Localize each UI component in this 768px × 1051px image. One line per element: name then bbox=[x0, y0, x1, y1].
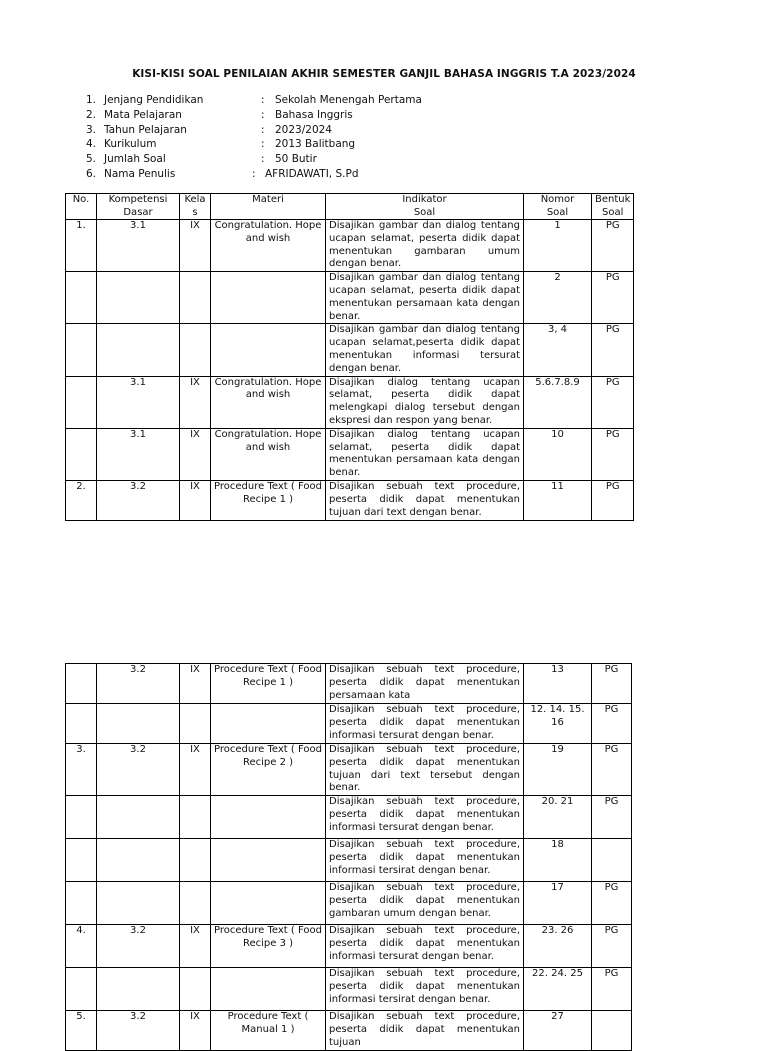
cell-kd bbox=[97, 324, 180, 376]
table-row bbox=[66, 839, 632, 882]
info-number: 2. bbox=[86, 108, 97, 121]
cell-indikator: Disajikan sebuah text procedure, peserta didik dapat menentukan informasi tersurat dengan benar. bbox=[326, 704, 524, 744]
table-row bbox=[66, 925, 632, 968]
cell-kd bbox=[97, 882, 180, 925]
cell-no bbox=[66, 664, 97, 704]
cell-nomor: 27 bbox=[524, 1011, 592, 1051]
cell-materi bbox=[211, 839, 326, 882]
cell-materi bbox=[211, 324, 326, 376]
cell-nomor: 3, 4 bbox=[524, 324, 592, 376]
cell-kd: 3.2 bbox=[97, 925, 180, 968]
cell-bentuk: PG bbox=[592, 744, 632, 796]
cell-kd bbox=[97, 968, 180, 1011]
cell-materi bbox=[211, 968, 326, 1011]
cell-kd: 3.1 bbox=[97, 428, 180, 480]
cell-materi bbox=[211, 796, 326, 839]
cell-nomor: 17 bbox=[524, 882, 592, 925]
cell-bentuk: PG bbox=[592, 480, 634, 520]
cell-kelas: IX bbox=[180, 428, 211, 480]
table-row bbox=[66, 664, 632, 704]
cell-nomor: 13 bbox=[524, 664, 592, 704]
table-row bbox=[66, 480, 634, 520]
info-label: Nama Penulis bbox=[104, 167, 176, 180]
info-value: 2023/2024 bbox=[275, 123, 332, 136]
header-bentuk-soal: Bentuk Soal bbox=[592, 194, 634, 220]
cell-kd: 3.2 bbox=[97, 744, 180, 796]
cell-bentuk bbox=[592, 839, 632, 882]
cell-materi bbox=[211, 272, 326, 324]
cell-indikator: Disajikan gambar dan dialog tentang ucapan selamat, peserta didik dapat menentukan gambaran umum dengan benar. bbox=[326, 220, 524, 272]
kisi-kisi-table-page-1 bbox=[65, 193, 634, 521]
info-number: 4. bbox=[86, 138, 97, 151]
cell-bentuk: PG bbox=[592, 428, 634, 480]
info-colon: : bbox=[261, 108, 265, 121]
cell-kelas bbox=[180, 272, 211, 324]
cell-kd bbox=[97, 272, 180, 324]
cell-materi bbox=[211, 704, 326, 744]
cell-nomor: 12. 14. 15. 16 bbox=[524, 704, 592, 744]
cell-no bbox=[66, 882, 97, 925]
cell-indikator: Disajikan sebuah text procedure, peserta didik dapat menentukan tujuan bbox=[326, 1011, 524, 1051]
cell-no bbox=[66, 968, 97, 1011]
cell-kd: 3.1 bbox=[97, 376, 180, 428]
cell-kelas bbox=[180, 796, 211, 839]
info-number: 3. bbox=[86, 123, 97, 136]
cell-bentuk: PG bbox=[592, 796, 632, 839]
cell-no bbox=[66, 796, 97, 839]
cell-nomor: 11 bbox=[524, 480, 592, 520]
table-row bbox=[66, 744, 632, 796]
cell-indikator: Disajikan sebuah text procedure, peserta didik dapat menentukan gambaran umum dengan benar. bbox=[326, 882, 524, 925]
cell-kelas: IX bbox=[180, 664, 211, 704]
cell-kd: 3.2 bbox=[97, 664, 180, 704]
info-label: Kurikulum bbox=[104, 138, 157, 151]
cell-indikator: Disajikan sebuah text procedure, peserta didik dapat menentukan persamaan kata bbox=[326, 664, 524, 704]
info-number: 5. bbox=[86, 153, 97, 166]
table-row bbox=[66, 220, 634, 272]
table-row bbox=[66, 1011, 632, 1051]
cell-nomor: 10 bbox=[524, 428, 592, 480]
cell-nomor: 22. 24. 25 bbox=[524, 968, 592, 1011]
table-row bbox=[66, 324, 634, 376]
table-row bbox=[66, 968, 632, 1011]
header-nomor-soal: Nomor Soal bbox=[524, 194, 592, 220]
header-no: No. bbox=[66, 194, 97, 220]
cell-no bbox=[66, 272, 97, 324]
cell-bentuk: PG bbox=[592, 968, 632, 1011]
cell-no: 2. bbox=[66, 480, 97, 520]
cell-no: 3. bbox=[66, 744, 97, 796]
cell-bentuk: PG bbox=[592, 272, 634, 324]
cell-kelas bbox=[180, 882, 211, 925]
cell-indikator: Disajikan sebuah text procedure, peserta didik dapat menentukan informasi tersirat dengan benar. bbox=[326, 839, 524, 882]
cell-materi: Congratulation. Hope and wish bbox=[211, 376, 326, 428]
cell-kd bbox=[97, 704, 180, 744]
info-value: AFRIDAWATI, S.Pd bbox=[265, 167, 359, 180]
cell-nomor: 5.6.7.8.9 bbox=[524, 376, 592, 428]
cell-no bbox=[66, 428, 97, 480]
info-label: Jumlah Soal bbox=[104, 153, 166, 166]
kisi-kisi-table-page-2 bbox=[65, 663, 632, 1051]
cell-materi: Procedure Text ( Food Recipe 1 ) bbox=[211, 664, 326, 704]
table-header-row bbox=[66, 194, 634, 220]
info-value: 2013 Balitbang bbox=[275, 138, 356, 151]
cell-materi: Congratulation. Hope and wish bbox=[211, 220, 326, 272]
cell-indikator: Disajikan sebuah text procedure, peserta didik dapat menentukan tujuan dari text tersebut dengan benar. bbox=[326, 744, 524, 796]
cell-no bbox=[66, 839, 97, 882]
cell-indikator: Disajikan dialog tentang ucapan selamat, peserta didik dapat melengkapi dialog tersebut dengan ekspresi dan respon yang benar. bbox=[326, 376, 524, 428]
info-colon: : bbox=[261, 94, 265, 106]
cell-indikator: Disajikan gambar dan dialog tentang ucapan selamat, peserta didik dapat menentukan persamaan kata dengan benar. bbox=[326, 272, 524, 324]
cell-nomor: 2 bbox=[524, 272, 592, 324]
cell-kelas bbox=[180, 324, 211, 376]
cell-nomor: 19 bbox=[524, 744, 592, 796]
cell-bentuk: PG bbox=[592, 376, 634, 428]
cell-indikator: Disajikan sebuah text procedure, peserta didik dapat menentukan informasi tersurat dengan benar. bbox=[326, 796, 524, 839]
cell-kelas: IX bbox=[180, 1011, 211, 1051]
info-label: Jenjang Pendidikan bbox=[104, 94, 204, 106]
cell-kd bbox=[97, 839, 180, 882]
cell-materi: Congratulation. Hope and wish bbox=[211, 428, 326, 480]
info-colon: : bbox=[261, 123, 265, 136]
cell-no: 4. bbox=[66, 925, 97, 968]
cell-indikator: Disajikan sebuah text procedure, peserta didik dapat menentukan informasi tersurat dengan benar. bbox=[326, 925, 524, 968]
cell-nomor: 20. 21 bbox=[524, 796, 592, 839]
cell-bentuk bbox=[592, 1011, 632, 1051]
cell-bentuk: PG bbox=[592, 925, 632, 968]
cell-kelas bbox=[180, 968, 211, 1011]
cell-kd: 3.2 bbox=[97, 1011, 180, 1051]
cell-no: 1. bbox=[66, 220, 97, 272]
cell-kelas: IX bbox=[180, 220, 211, 272]
cell-materi: Procedure Text ( Food Recipe 2 ) bbox=[211, 744, 326, 796]
cell-kd: 3.2 bbox=[97, 480, 180, 520]
cell-indikator: Disajikan sebuah text procedure, peserta didik dapat menentukan tujuan dari text dengan benar. bbox=[326, 480, 524, 520]
info-value: 50 Butir bbox=[275, 153, 317, 166]
table-row bbox=[66, 704, 632, 744]
cell-kd: 3.1 bbox=[97, 220, 180, 272]
cell-materi: Procedure Text ( Manual 1 ) bbox=[211, 1011, 326, 1051]
cell-bentuk: PG bbox=[592, 220, 634, 272]
page-title: KISI-KISI SOAL PENILAIAN AKHIR SEMESTER GANJIL BAHASA INGGRIS T.A 2023/2024 bbox=[132, 68, 636, 80]
cell-materi: Procedure Text ( Food Recipe 3 ) bbox=[211, 925, 326, 968]
cell-indikator: Disajikan gambar dan dialog tentang ucapan selamat,peserta didik dapat menentukan informasi tersurat dengan benar. bbox=[326, 324, 524, 376]
cell-bentuk: PG bbox=[592, 324, 634, 376]
info-label: Tahun Pelajaran bbox=[104, 123, 187, 136]
table-row bbox=[66, 272, 634, 324]
table-row bbox=[66, 376, 634, 428]
cell-nomor: 18 bbox=[524, 839, 592, 882]
cell-bentuk: PG bbox=[592, 664, 632, 704]
cell-no bbox=[66, 376, 97, 428]
cell-bentuk: PG bbox=[592, 882, 632, 925]
info-colon: : bbox=[261, 138, 265, 151]
header-indikator-soal: Indikator Soal bbox=[326, 194, 524, 220]
cell-bentuk: PG bbox=[592, 704, 632, 744]
cell-materi bbox=[211, 882, 326, 925]
cell-materi: Procedure Text ( Food Recipe 1 ) bbox=[211, 480, 326, 520]
info-colon: : bbox=[261, 153, 265, 166]
header-kompetensi-dasar: Kompetensi Dasar bbox=[97, 194, 180, 220]
cell-indikator: Disajikan sebuah text procedure, peserta didik dapat menentukan informasi tersirat dengan benar. bbox=[326, 968, 524, 1011]
info-number: 6. bbox=[86, 167, 97, 180]
cell-no: 5. bbox=[66, 1011, 97, 1051]
cell-kelas bbox=[180, 839, 211, 882]
info-value: Sekolah Menengah Pertama bbox=[275, 94, 422, 106]
cell-kelas: IX bbox=[180, 744, 211, 796]
cell-nomor: 1 bbox=[524, 220, 592, 272]
header-kelas: Kela s bbox=[180, 194, 211, 220]
table-row bbox=[66, 796, 632, 839]
table-row bbox=[66, 428, 634, 480]
cell-kd bbox=[97, 796, 180, 839]
cell-no bbox=[66, 324, 97, 376]
info-number: 1. bbox=[86, 94, 97, 106]
cell-kelas: IX bbox=[180, 480, 211, 520]
cell-no bbox=[66, 704, 97, 744]
header-materi: Materi bbox=[211, 194, 326, 220]
cell-kelas: IX bbox=[180, 925, 211, 968]
cell-indikator: Disajikan dialog tentang ucapan selamat, peserta didik dapat menentukan persamaan kata dengan benar. bbox=[326, 428, 524, 480]
cell-nomor: 23. 26 bbox=[524, 925, 592, 968]
info-colon: : bbox=[252, 167, 256, 180]
info-value: Bahasa Inggris bbox=[275, 108, 353, 121]
info-label: Mata Pelajaran bbox=[104, 108, 182, 121]
table-row bbox=[66, 882, 632, 925]
cell-kelas: IX bbox=[180, 376, 211, 428]
cell-kelas bbox=[180, 704, 211, 744]
